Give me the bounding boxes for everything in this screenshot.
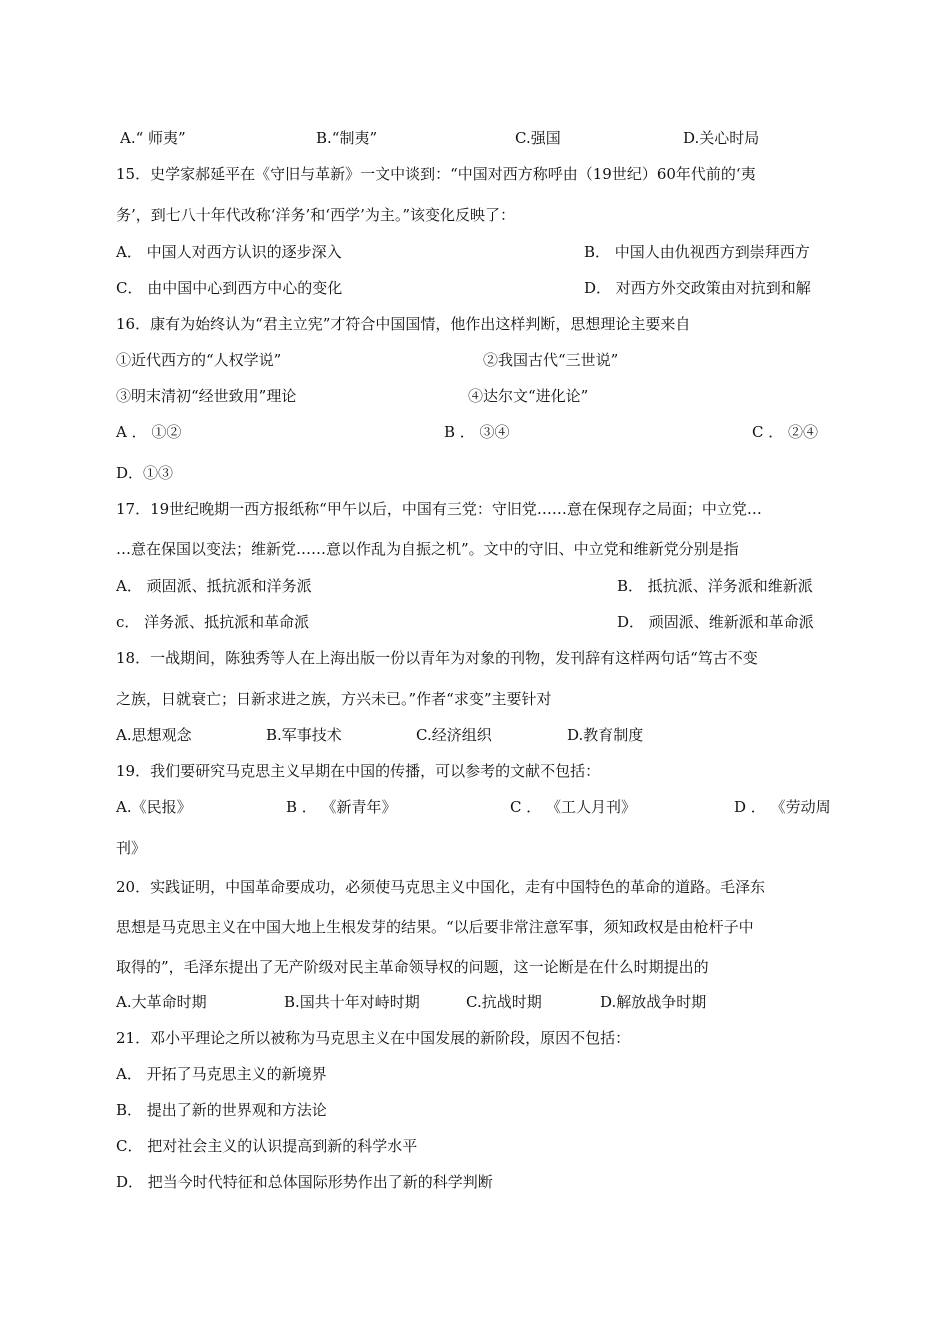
q18-option-a: A.思想观念: [116, 726, 192, 744]
q17-option-a: A． 顽固派、抵抗派和洋务派: [116, 577, 312, 595]
q15-option-c: C． 由中国中心到西方中心的变化: [116, 279, 343, 297]
q20-stem-line2: 思想是马克思主义在中国大地上生根发芽的结果。“以后要非常注意军事，须知政权是由枪杆子中: [116, 918, 754, 936]
q17-option-d: D． 顽固派、维新派和革命派: [617, 613, 814, 631]
q16-option-c: C ． ②④: [752, 423, 819, 441]
q17-option-b: B． 抵抗派、洋务派和维新派: [617, 577, 813, 595]
q16-item-1: ①近代西方的“人权学说”: [116, 351, 282, 369]
q14-option-d: D.关心时局: [683, 129, 760, 147]
q14-option-b: B.“制夷”: [316, 129, 378, 147]
q18-option-c: C.经济组织: [416, 726, 492, 744]
q14-option-c: C.强国: [515, 129, 561, 147]
q16-option-d: D．①③: [116, 464, 174, 482]
q16-item-4: ④达尔文“进化论”: [468, 387, 589, 405]
q21-stem: 21．邓小平理论之所以被称为马克思主义在中国发展的新阶段，原因不包括：: [116, 1029, 631, 1047]
q17-stem-line1: 17．19世纪晚期一西方报纸称“甲午以后，中国有三党：守旧党……意在保现存之局面；中立党…: [116, 500, 762, 518]
q20-option-c: C.抗战时期: [466, 993, 542, 1011]
q14-option-a: A.“ 师夷”: [120, 129, 186, 147]
q19-option-d: D ． 《劳动周: [734, 798, 831, 816]
q18-stem-line2: 之族，日就衰亡；日新求进之族，方兴未已。”作者“求变”主要针对: [116, 690, 552, 708]
q21-option-a: A． 开拓了马克思主义的新境界: [116, 1065, 327, 1083]
q20-stem-line3: 取得的”，毛泽东提出了无产阶级对民主革命领导权的问题，这一论断是在什么时期提出的: [116, 958, 709, 976]
q21-option-c: C． 把对社会主义的认识提高到新的科学水平: [116, 1137, 418, 1155]
q15-stem-line1: 15．史学家郝延平在《守旧与革新》一文中谈到：“中国对西方称呼由（19世纪）60年代前的‘夷: [116, 165, 756, 183]
q18-stem-line1: 18．一战期间，陈独秀等人在上海出版一份以青年为对象的刊物，发刊辞有这样两句话“笃古不变: [116, 649, 758, 667]
q19-option-b: B ． 《新青年》: [286, 798, 397, 816]
q21-option-b: B． 提出了新的世界观和方法论: [116, 1101, 327, 1119]
q15-option-a: A． 中国人对西方认识的逐步深入: [116, 243, 342, 261]
q16-item-3: ③明末清初“经世致用”理论: [116, 387, 297, 405]
q19-option-a: A.《民报》: [116, 798, 192, 816]
q20-option-a: A.大革命时期: [116, 993, 207, 1011]
q15-stem-line2: 务’，到七八十年代改称‘洋务’和‘西学’为主。”该变化反映了：: [116, 206, 516, 224]
q19-stem: 19．我们要研究马克思主义早期在中国的传播，可以参考的文献不包括：: [116, 762, 601, 780]
q20-stem-line1: 20．实践证明，中国革命要成功，必须使马克思主义中国化，走有中国特色的革命的道路。毛泽东: [116, 878, 766, 896]
q18-option-d: D.教育制度: [567, 726, 644, 744]
q20-option-d: D.解放战争时期: [600, 993, 707, 1011]
q19-option-d-wrap: 刊》: [116, 839, 147, 857]
q16-item-2: ②我国古代“三世说”: [483, 351, 619, 369]
q16-option-a: A ． ①②: [116, 423, 182, 441]
q20-option-b: B.国共十年对峙时期: [284, 993, 420, 1011]
q18-option-b: B.军事技术: [266, 726, 342, 744]
q16-option-b: B ． ③④: [444, 423, 510, 441]
q21-option-d: D． 把当今时代特征和总体国际形势作出了新的科学判断: [116, 1173, 493, 1191]
q15-option-d: D． 对西方外交政策由对抗到和解: [584, 279, 811, 297]
q16-stem: 16．康有为始终认为“君主立宪”才符合中国国情，他作出这样判断，思想理论主要来自: [116, 315, 691, 333]
q19-option-c: C ． 《工人月刊》: [510, 798, 637, 816]
q17-stem-line2: …意在保国以变法；维新党……意以作乱为自振之机”。文中的守旧、中立党和维新党分别是指: [116, 540, 739, 558]
q15-option-b: B． 中国人由仇视西方到崇拜西方: [584, 243, 810, 261]
q17-option-c: c． 洋务派、抵抗派和革命派: [116, 613, 310, 631]
